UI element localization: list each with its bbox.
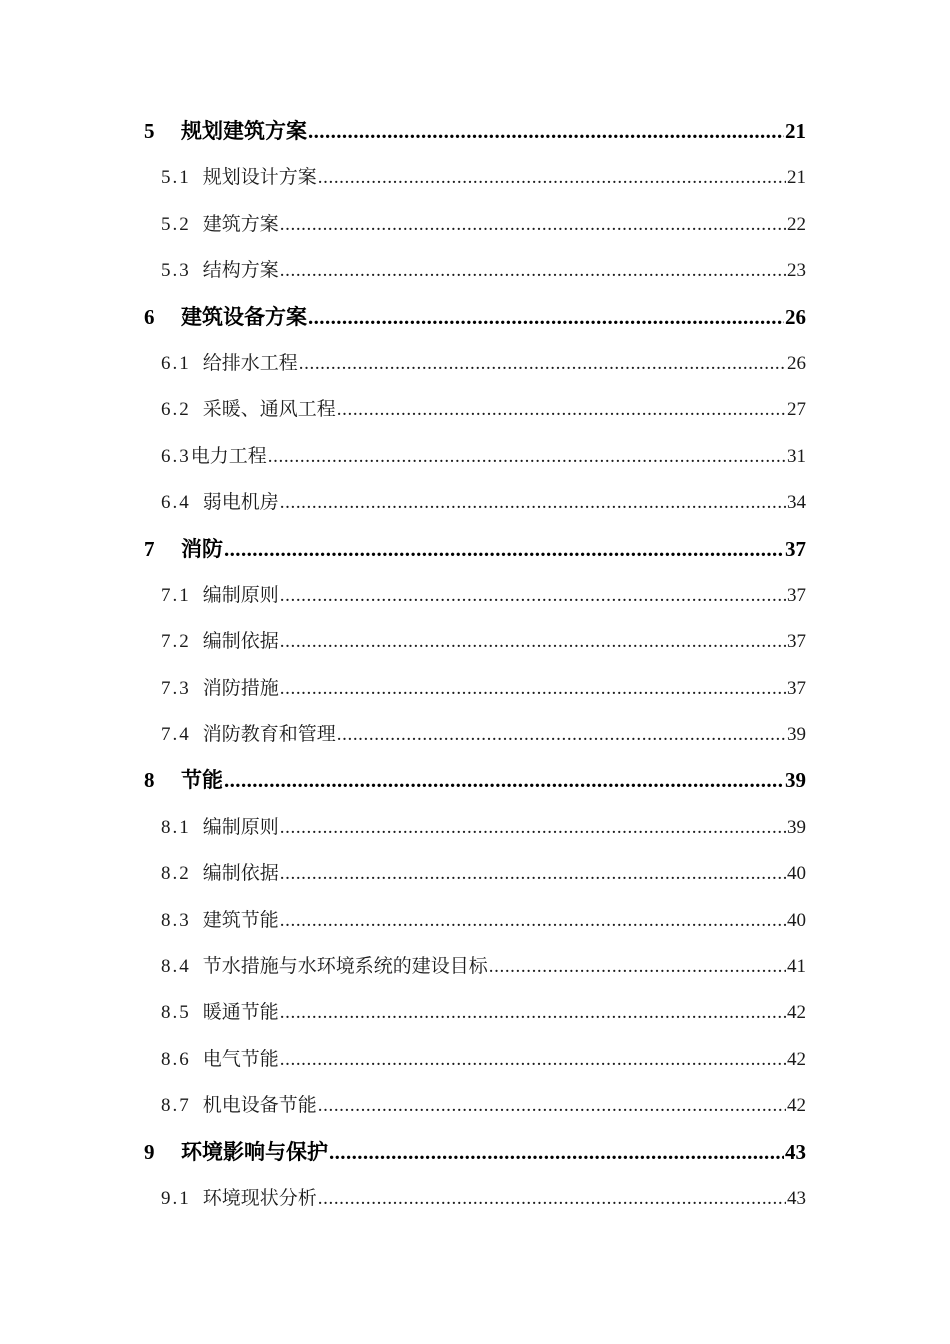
toc-dot-leader	[224, 762, 784, 798]
toc-entry-number: 9.1	[161, 1187, 191, 1209]
toc-section-entry[interactable]	[144, 206, 806, 252]
toc-dot-leader	[280, 856, 786, 892]
toc-entry-title: 建筑设备方案	[181, 303, 307, 329]
toc-dot-leader	[280, 624, 786, 660]
table-of-contents	[144, 113, 806, 1226]
toc-entry-number: 7.4	[161, 724, 191, 746]
toc-page-number: 39	[785, 768, 806, 793]
toc-entry-number: 6.3	[161, 445, 191, 467]
toc-page-number: 42	[787, 1002, 806, 1024]
toc-page-number: 27	[787, 399, 806, 421]
toc-entry-number: 8.2	[161, 863, 191, 885]
toc-dot-leader	[337, 392, 786, 428]
toc-page-number: 40	[787, 863, 806, 885]
toc-dot-leader	[337, 717, 786, 753]
toc-chapter-entry[interactable]	[144, 531, 806, 577]
toc-section-entry[interactable]	[144, 994, 806, 1040]
toc-page-number: 41	[787, 956, 806, 978]
toc-section-entry[interactable]	[144, 159, 806, 205]
toc-section-entry[interactable]	[144, 391, 806, 437]
toc-dot-leader	[280, 485, 786, 521]
toc-dot-leader	[308, 299, 784, 335]
toc-entry-number: 8.5	[161, 1002, 191, 1024]
toc-entry-number: 9	[144, 1139, 155, 1164]
toc-entry-title: 机电设备节能	[202, 1094, 317, 1117]
toc-entry-title: 节能	[181, 767, 223, 793]
toc-page-number: 26	[785, 304, 806, 329]
toc-entry-title: 编制依据	[202, 862, 279, 885]
toc-entry-number: 6.2	[161, 399, 191, 421]
toc-page-number: 31	[787, 445, 806, 467]
toc-dot-leader	[489, 949, 786, 985]
toc-section-entry[interactable]	[144, 438, 806, 484]
toc-page-number: 37	[787, 584, 806, 606]
toc-page-number: 43	[787, 1187, 806, 1209]
toc-dot-leader	[280, 253, 786, 289]
toc-entry-number: 6.4	[161, 492, 191, 514]
toc-page-number: 42	[787, 1095, 806, 1117]
toc-entry-title: 规划建筑方案	[181, 118, 307, 143]
toc-section-entry[interactable]	[144, 855, 806, 901]
toc-page-number: 23	[787, 260, 806, 282]
toc-section-entry[interactable]	[144, 1180, 806, 1226]
toc-entry-number: 5.2	[161, 213, 191, 235]
toc-entry-number: 8.4	[161, 956, 191, 978]
toc-section-entry[interactable]	[144, 1087, 806, 1133]
toc-entry-number: 8.3	[161, 909, 191, 931]
toc-chapter-entry[interactable]	[144, 299, 806, 345]
toc-dot-leader	[268, 439, 786, 475]
toc-page-number: 37	[787, 631, 806, 653]
toc-chapter-entry[interactable]	[144, 762, 806, 808]
toc-entry-number: 5.1	[161, 167, 191, 189]
toc-page-number: 43	[785, 1139, 806, 1164]
toc-page-number: 21	[787, 167, 806, 189]
toc-dot-leader	[318, 1181, 786, 1217]
toc-page-number: 26	[787, 352, 806, 374]
toc-entry-number: 8	[144, 768, 155, 793]
toc-section-entry[interactable]	[144, 484, 806, 530]
toc-page-number: 42	[787, 1048, 806, 1070]
toc-dot-leader	[280, 578, 786, 614]
toc-chapter-entry[interactable]	[144, 1134, 806, 1180]
toc-entry-number: 6	[144, 304, 155, 329]
toc-entry-title: 消防	[181, 535, 223, 561]
toc-entry-title: 建筑节能	[202, 908, 279, 931]
toc-entry-number: 7.2	[161, 631, 191, 653]
toc-entry-title: 编制原则	[202, 815, 279, 838]
toc-entry-number: 8.6	[161, 1048, 191, 1070]
toc-dot-leader	[318, 160, 786, 196]
toc-entry-title: 暖通节能	[202, 1001, 279, 1024]
toc-entry-title: 结构方案	[202, 259, 279, 282]
toc-entry-number: 8.7	[161, 1095, 191, 1117]
toc-section-entry[interactable]	[144, 252, 806, 298]
toc-entry-number: 8.1	[161, 816, 191, 838]
toc-page-number: 37	[787, 677, 806, 699]
toc-entry-title: 电力工程	[190, 444, 267, 467]
toc-page-number: 39	[787, 724, 806, 746]
toc-section-entry[interactable]	[144, 809, 806, 855]
toc-section-entry[interactable]	[144, 670, 806, 716]
toc-entry-number: 7.1	[161, 584, 191, 606]
toc-dot-leader	[224, 531, 784, 567]
toc-entry-number: 7.3	[161, 677, 191, 699]
toc-dot-leader	[280, 903, 786, 939]
toc-entry-title: 编制原则	[202, 583, 279, 606]
toc-page-number: 34	[787, 492, 806, 514]
toc-dot-leader	[299, 346, 786, 382]
toc-page-number: 37	[785, 536, 806, 561]
toc-dot-leader	[280, 1042, 786, 1078]
toc-section-entry[interactable]	[144, 623, 806, 669]
toc-page-number: 22	[787, 213, 806, 235]
toc-page-number: 21	[785, 119, 806, 143]
toc-section-entry[interactable]	[144, 948, 806, 994]
toc-section-entry[interactable]	[144, 577, 806, 623]
toc-entry-title: 节水措施与水环境系统的建设目标	[202, 955, 488, 978]
toc-section-entry[interactable]	[144, 716, 806, 762]
toc-entry-title: 采暖、通风工程	[202, 398, 336, 421]
toc-dot-leader	[280, 207, 786, 243]
toc-entry-number: 5.3	[161, 260, 191, 282]
toc-dot-leader	[329, 1134, 784, 1170]
toc-entry-title: 建筑方案	[202, 212, 279, 235]
toc-entry-title: 环境影响与保护	[181, 1138, 328, 1164]
toc-page-number: 40	[787, 909, 806, 931]
toc-section-entry[interactable]	[144, 1041, 806, 1087]
toc-entry-title: 环境现状分析	[202, 1186, 317, 1209]
toc-entry-title: 规划设计方案	[202, 166, 317, 189]
toc-entry-number: 7	[144, 536, 155, 561]
toc-entry-number: 6.1	[161, 352, 191, 374]
toc-dot-leader	[308, 113, 784, 149]
toc-entry-title: 消防教育和管理	[202, 723, 336, 746]
toc-dot-leader	[318, 1088, 786, 1124]
toc-page-number: 39	[787, 816, 806, 838]
toc-entry-title: 编制依据	[202, 630, 279, 653]
toc-section-entry[interactable]	[144, 345, 806, 391]
toc-dot-leader	[280, 810, 786, 846]
toc-entry-title: 电气节能	[202, 1047, 279, 1070]
toc-dot-leader	[280, 995, 786, 1031]
toc-entry-title: 给排水工程	[202, 351, 298, 374]
toc-chapter-entry[interactable]	[144, 113, 806, 159]
toc-dot-leader	[280, 671, 786, 707]
toc-entry-number: 5	[144, 119, 155, 143]
toc-entry-title: 消防措施	[202, 676, 279, 699]
toc-section-entry[interactable]	[144, 902, 806, 948]
toc-entry-title: 弱电机房	[202, 491, 279, 514]
